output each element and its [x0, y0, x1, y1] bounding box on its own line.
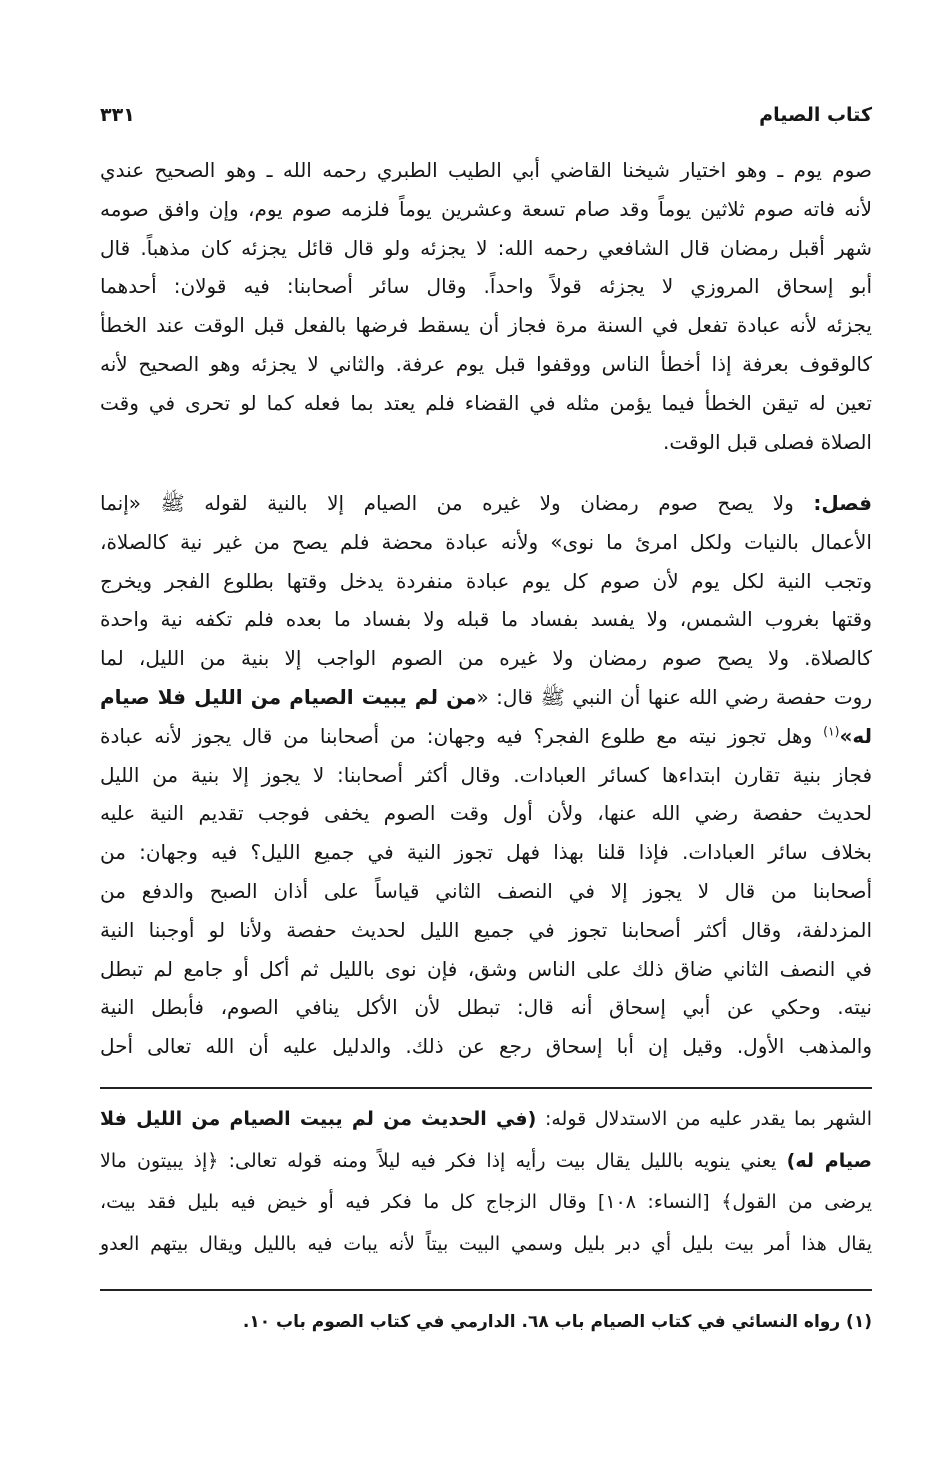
text-line: يجزئه لأنه عبادة تفعل في السنة مرة فجاز أن يسقط فرضها بالفعل قبل الوقت عند الخطأ: [100, 313, 872, 338]
commentary-line: [100, 1099, 872, 1141]
text-line: نيته. وحكي عن أبي إسحاق أنه قال: تبطل لأن الأكل ينافي الصوم، فأبطل النية: [100, 995, 872, 1020]
quoted-lemma-bold: (في الحديث من لم يبيت الصيام من الليل فلا: [100, 1108, 537, 1130]
text-line-last: الصلاة فصلى قبل الوقت.: [663, 429, 872, 454]
quoted-lemma-bold: صيام له): [786, 1149, 872, 1172]
text-line: [100, 717, 872, 756]
text-line: بخلاف سائر العبادات. فإذا قلنا بهذا فهل تجوز النية في جميع الليل؟ فيه وجهان: من: [100, 840, 872, 865]
text-line: شهر أقبل رمضان قال الشافعي رحمه الله: لا يجزئه ولو قال قائل يجزئه كان مذهباً. قال: [100, 235, 872, 260]
text-line: تعين له تيقن الخطأ فيما يؤمن مثله في القضاء فلم يعتد بما فعله كما لو تحرى في وقت: [100, 390, 872, 415]
commentary-section: [100, 1099, 872, 1265]
text-line: الأعمال بالنيات ولكل امرئ ما نوى» ولأنه عبادة محضة فلم يصح من غير نية كالصلاة،: [100, 529, 872, 554]
text-line: وتجب النية لكل يوم لأن صوم كل يوم عبادة منفردة يدخل وقتها بطلوع الفجر ويخرج: [100, 568, 872, 593]
footnote-text: رواه النسائي في كتاب الصيام باب ٦٨. الدارمي في كتاب الصوم باب ١٠.: [242, 1312, 841, 1332]
text-line: أبو إسحاق المروزي لا يجزئه قولاً واحداً. وقال سائر أصحابنا: فيه قولان: أحدهما: [100, 274, 872, 299]
text-line: [100, 484, 872, 523]
commentary-line: [100, 1141, 872, 1183]
section-heading-fasl: فصل:: [813, 491, 872, 515]
paragraph-1: [100, 151, 872, 461]
commentary-line: يقال هذا أمر بيت بليل أي دبر بليل وسمي البيت بيتاً لأنه يبات فيه بالليل ويقال بيتهم العدو: [100, 1232, 872, 1255]
paragraph-2-fasl: [100, 484, 872, 1066]
text-line: [100, 678, 872, 717]
hadith-quote-bold: له»: [839, 723, 872, 748]
text-line: كالوقوف بعرفة إذا أخطأ الناس ووقفوا قبل يوم عرفة. والثاني لا يجزئه وهو الصحيح لأنه: [100, 351, 872, 376]
line-text: وهل تجوز نيته مع طلوع الفجر؟ فيه وجهان: من أصحابنا من قال يجوز لأنه عبادة: [100, 723, 813, 748]
footnote-marker: (١): [846, 1312, 872, 1332]
text-line: فجاز بنية تقارن ابتداءها كسائر العبادات. وقال أكثر أصحابنا: لا يجوز إلا بنية من الليل: [100, 762, 872, 787]
footnote-reference: (١): [823, 723, 840, 739]
footnote-divider: [100, 1289, 872, 1291]
footnotes: [100, 1308, 872, 1336]
text-line: المزدلفة، وقال أكثر أصحابنا تجوز في جميع الليل لحديث حفصة ولأنا لو أوجبنا النية: [100, 917, 872, 942]
text-line: أصحابنا من قال لا يجوز إلا في النصف الثاني قياساً على أذان الصبح والدفع من: [100, 878, 872, 903]
chapter-title: كتاب الصيام: [759, 104, 872, 126]
text-line: لحديث حفصة رضي الله عنها، ولأن أول وقت الصوم يخفى فوجب تقديم النية عليه: [100, 801, 872, 826]
commentary-line: يرضى من القول﴾ [النساء: ١٠٨] وقال الزجاج كل ما فكر فيه أو خيض فيه بليل فقد بيت،: [100, 1191, 872, 1213]
running-header: [100, 99, 872, 131]
line-text: الشهر بما يقدر عليه من الاستدلال قوله:: [544, 1108, 872, 1130]
text-line: كالصلاة. ولا يصح صوم رمضان ولا غيره من الصوم الواجب إلا بنية من الليل، لما: [100, 646, 872, 671]
text-line: لأنه فاته صوم ثلاثين يوماً وقد صام تسعة وعشرين يوماً فلزمه صوم يوم، وإن وافق صومه: [100, 196, 872, 221]
line-text: ولا يصح صوم رمضان ولا غيره من الصيام إلا بالنية لقوله ﷺ «إنما: [100, 491, 794, 515]
line-text: روت حفصة رضي الله عنها أن النبي ﷺ قال: «: [476, 684, 873, 709]
commentary-divider: [100, 1087, 872, 1089]
text-line: والمذهب الأول. وقيل إن أبا إسحاق رجع عن ذلك. والدليل عليه أن الله تعالى أحل: [100, 1034, 872, 1059]
text-line: صوم يوم ـ وهو اختيار شيخنا القاضي أبي الطيب الطبري رحمه الله ـ وهو الصحيح عندي: [100, 158, 872, 182]
text-line: في النصف الثاني ضاق ذلك على الناس وشق، فإن نوى بالليل ثم أكل أو جامع لم تبطل: [100, 956, 872, 981]
hadith-quote-bold: من لم يبيت الصيام من الليل فلا صيام: [100, 684, 477, 709]
footnote-1: [100, 1308, 872, 1336]
text-line: وقتها بغروب الشمس، ولا يفسد بفساد ما قبله ولا بفساد ما بعده فلم تكفه نية واحدة: [100, 607, 872, 632]
line-text: يعني ينويه بالليل يقال بيت رأيه إذا فكر فيه ليلاً ومنه قوله تعالى: ﴿إذ يبيتون مالا: [100, 1149, 777, 1172]
page-number: ٣٣١: [100, 104, 135, 126]
